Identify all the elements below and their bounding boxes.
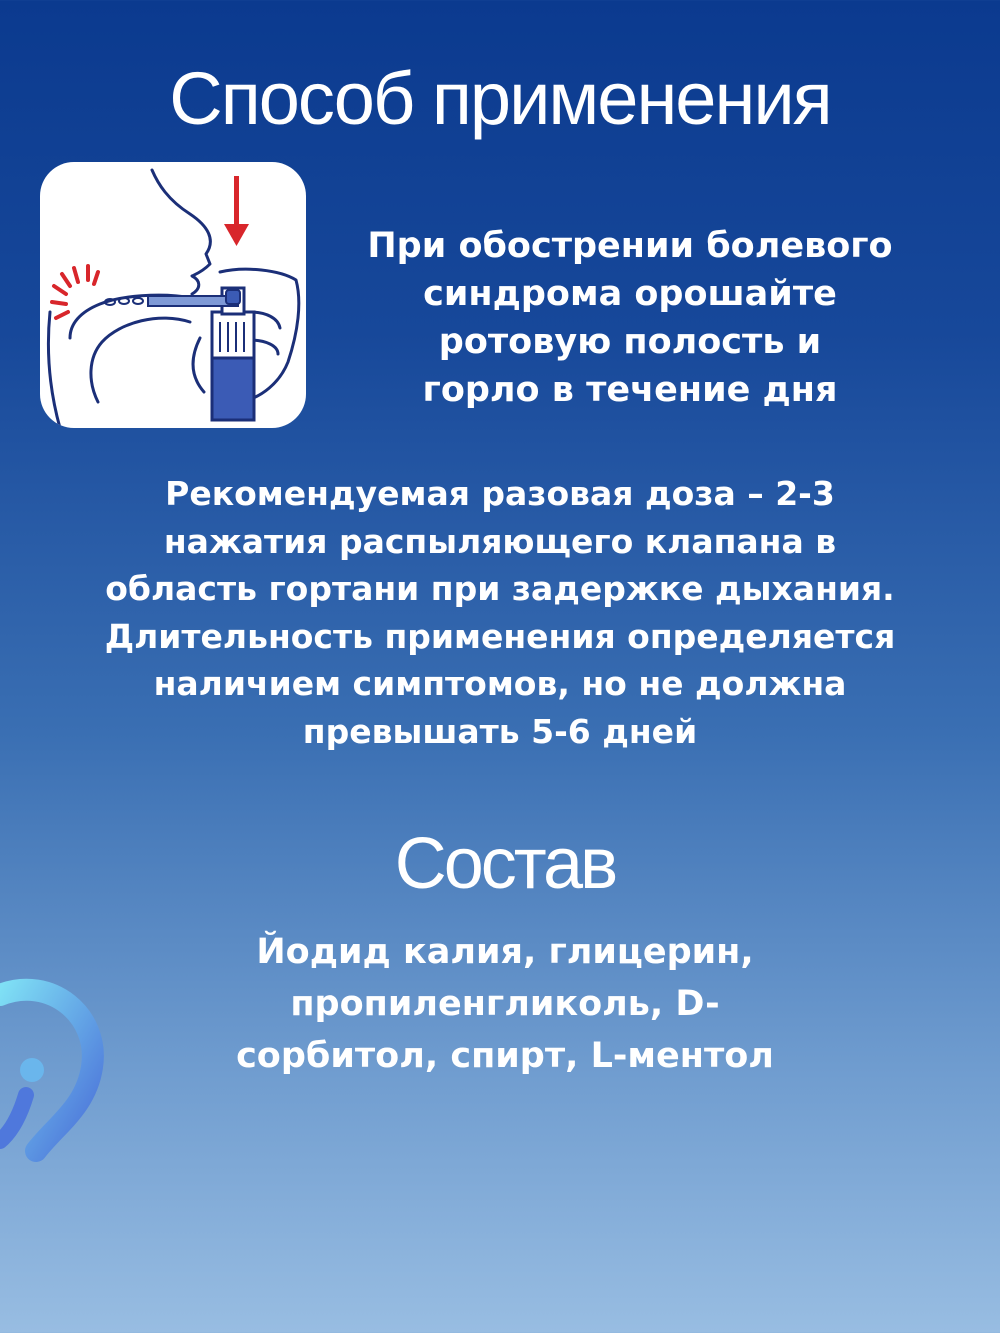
chin-outline xyxy=(193,338,204,392)
intro-line: ротовую полость и xyxy=(438,322,822,362)
composition-line: пропиленгликоль, D- xyxy=(290,984,720,1024)
intro-line: горло в течение дня xyxy=(422,370,838,410)
page-title: Способ применения xyxy=(169,57,831,140)
spray-bottle-icon xyxy=(148,288,254,420)
dosage-line: наличием симптомов, но не должна xyxy=(153,664,847,703)
dosage-line: превышать 5-6 дней xyxy=(302,711,698,751)
throat-spray-illustration xyxy=(40,162,306,428)
dosage-line: Длительность применения определяется xyxy=(104,616,896,656)
decorative-swirl-icon xyxy=(0,975,140,1185)
dosage-line: Рекомендуемая разовая доза – 2-3 xyxy=(165,474,835,513)
pain-burst-icon xyxy=(52,266,98,318)
tongue-outline xyxy=(91,318,190,402)
composition-title: Состав xyxy=(394,824,616,904)
face-profile-outline xyxy=(152,170,210,294)
spray-illustration-card xyxy=(40,162,306,428)
dosage-line: область гортани при задержке дыхания. xyxy=(105,569,895,608)
intro-line: синдрома орошайте xyxy=(423,274,837,314)
composition-text xyxy=(150,926,860,1082)
composition-line: Йодид калия, глицерин, xyxy=(256,932,754,972)
intro-text xyxy=(320,222,940,414)
dosage-text xyxy=(0,470,1000,755)
intro-line: При обострении болевого xyxy=(367,226,893,266)
dosage-line: нажатия распыляющего клапана в xyxy=(163,521,837,561)
composition-line: сорбитол, спирт, L-ментол xyxy=(236,1036,774,1076)
throat-outline xyxy=(48,312,60,428)
press-down-arrow-icon xyxy=(224,176,249,246)
